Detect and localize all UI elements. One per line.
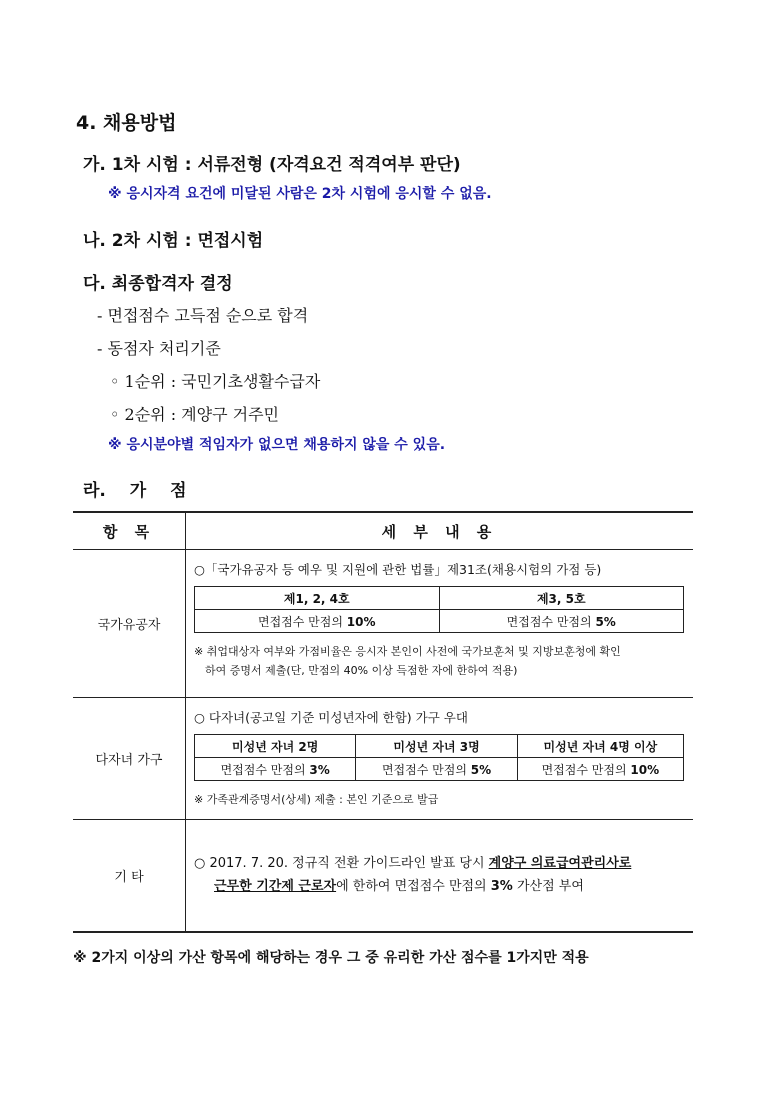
veteran-sub-value-1: 면접점수 만점의 10% <box>195 610 440 633</box>
multichild-sub-header-2: 미성년 자녀 3명 <box>356 735 517 758</box>
bonus-points-table <box>73 511 693 933</box>
da-line-3: ◦ 1순위 : 국민기초생활수급자 <box>110 372 321 391</box>
subsection-da-title: 다. 최종합격자 결정 <box>83 274 233 294</box>
veteran-sub-table <box>194 586 684 633</box>
subsection-na-title: 나. 2차 시험 : 면접시험 <box>83 231 264 251</box>
row-other <box>73 820 693 932</box>
da-line-4: ◦ 2순위 : 계양구 거주민 <box>110 405 279 424</box>
multichild-sub-table <box>194 734 684 781</box>
veteran-sub-header-1: 제1, 2, 4호 <box>195 587 440 610</box>
multichild-note: ※ 가족관계증명서(상세) 제출 : 본인 기준으로 발급 <box>194 793 439 806</box>
subsection-ga-title: 가. 1차 시험 : 서류전형 (자격요건 적격여부 판단) <box>83 155 461 175</box>
other-text: ○ 2017. 7. 20. 정규직 전환 가이드라인 발표 당시 계양구 의료급여관리사로 근무한 기간제 근로자에 한하여 면접점수 만점의 3% 가산점 부여 <box>186 820 694 932</box>
row-other-category: 기 타 <box>73 820 186 932</box>
section-title: 4. 채용방법 <box>76 112 177 134</box>
header-detail: 세 부 내 용 <box>186 512 694 550</box>
da-note: ※ 응시분야별 적임자가 없으면 채용하지 않을 수 있음. <box>108 437 446 453</box>
row-veteran-category: 국가유공자 <box>73 550 186 698</box>
veteran-note: ※ 취업대상자 여부와 가점비율은 응시자 본인이 사전에 국가보훈처 및 지방보훈청에 확인 하여 증명서 제출(단, 만점의 40% 이상 득점한 자에 한하여 적용) <box>194 645 621 677</box>
row-multichild <box>73 698 693 820</box>
multichild-sub-value-1: 면접점수 만점의 3% <box>195 758 356 781</box>
header-category: 항 목 <box>73 512 186 550</box>
da-line-1: - 면접점수 고득점 순으로 합격 <box>97 306 309 325</box>
bottom-note: ※ 2가지 이상의 가산 항목에 해당하는 경우 그 중 유리한 가산 점수를 1가지만 적용 <box>73 950 589 966</box>
multichild-sub-value-2: 면접점수 만점의 5% <box>356 758 517 781</box>
multichild-sub-header-1: 미성년 자녀 2명 <box>195 735 356 758</box>
subsection-ra-title: 라. 가 점 <box>83 481 187 501</box>
ga-note: ※ 응시자격 요건에 미달된 사람은 2차 시험에 응시할 수 없음. <box>108 186 492 202</box>
veteran-sub-header-2: 제3, 5호 <box>439 587 684 610</box>
multichild-sub-header-3: 미성년 자녀 4명 이상 <box>517 735 683 758</box>
veteran-sub-value-2: 면접점수 만점의 5% <box>439 610 684 633</box>
da-line-2: - 동점자 처리기준 <box>97 339 221 358</box>
veteran-law-text: ○「국가유공자 등 예우 및 지원에 관한 법률」제31조(채용시험의 가점 등) <box>194 562 602 577</box>
row-veteran <box>73 550 693 698</box>
multichild-text: ○ 다자녀(공고일 기준 미성년자에 한함) 가구 우대 <box>194 710 468 725</box>
multichild-sub-value-3: 면접점수 만점의 10% <box>517 758 683 781</box>
row-multichild-category: 다자녀 가구 <box>73 698 186 820</box>
